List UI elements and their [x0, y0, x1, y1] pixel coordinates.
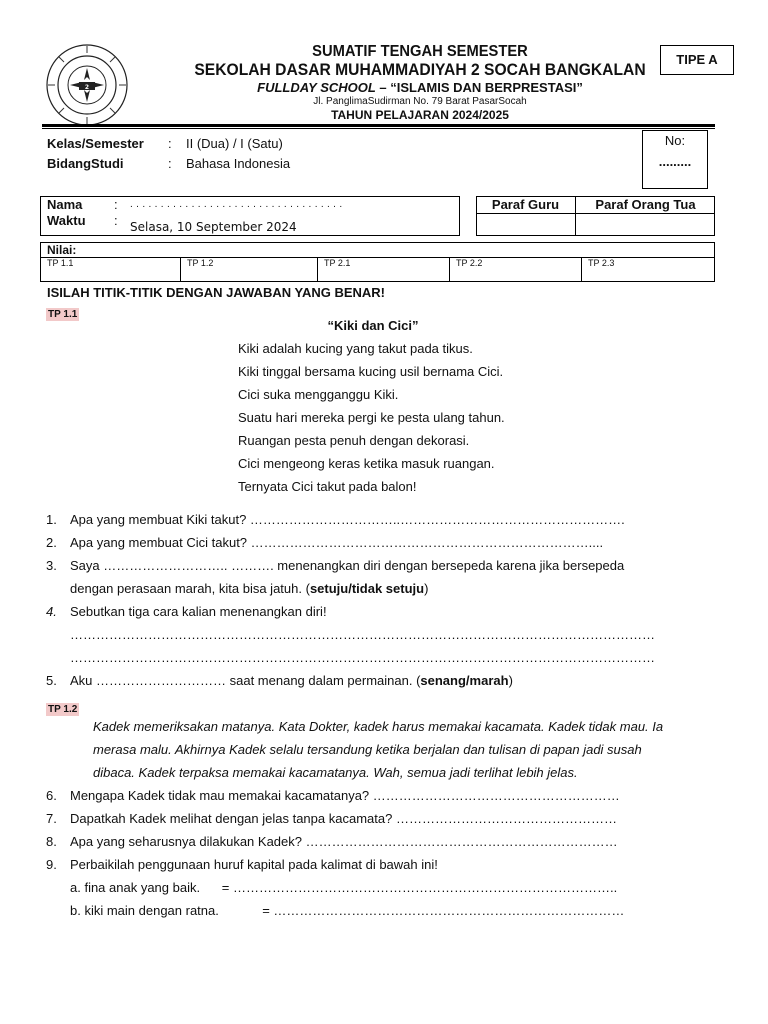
question-number: 3.: [46, 558, 57, 573]
question-number: 2.: [46, 535, 57, 550]
question-text-cont: [70, 581, 428, 596]
exam-title: SUMATIF TENGAH SEMESTER: [312, 43, 528, 60]
waktu-colon: :: [114, 213, 118, 228]
header-divider: [42, 124, 715, 127]
question-text: Apa yang seharusnya dilakukan Kadek? ………………………………………………………………: [70, 834, 618, 849]
question-text: [70, 673, 513, 688]
q3-close: ): [424, 581, 429, 596]
svg-text:2: 2: [84, 84, 90, 91]
nilai-col-sep: [180, 257, 181, 282]
bidang-label: BidangStudi: [47, 156, 124, 171]
question-text: Saya ……………………….. ………. menenangkan diri dengan bersepeda karena jika bersepeda: [70, 558, 625, 573]
nama-field[interactable]: . . . . . . . . . . . . . . . . . . . . . . . . . . . . . . . . . . .: [130, 199, 343, 210]
question-text: Dapatkah Kadek melihat dengan jelas tanpa kacamata? ……………………………………………: [70, 811, 617, 826]
bidang-colon: :: [168, 156, 172, 171]
instruction-heading: ISILAH TITIK-TITIK DENGAN JAWABAN YANG BENAR!: [47, 285, 386, 300]
bidang-value: Bahasa Indonesia: [186, 156, 291, 171]
nilai-col-tp21[interactable]: TP 2.1: [324, 258, 351, 268]
question-6[interactable]: [0, 788, 768, 808]
tp11-tag: TP 1.1: [48, 309, 78, 320]
q9-item-a: a. fina anak yang baik. = ……………………………………………………………………………..: [70, 880, 618, 895]
question-text: Apa yang membuat Cici takut? ……………………………………………………………………....: [70, 535, 604, 550]
school-tagline: [80, 80, 760, 95]
question-number: 6.: [46, 788, 57, 803]
answer-line: ………………………………………………………………………………………………………………………: [70, 627, 655, 642]
question-number: 7.: [46, 811, 57, 826]
kelas-label: Kelas/Semester: [47, 136, 144, 151]
question-text: Sebutkan tiga cara kalian menenangkan diri!: [70, 604, 327, 619]
tagline-italic: FULLDAY SCHOOL: [257, 80, 376, 95]
question-5[interactable]: [0, 673, 768, 693]
nama-colon: :: [114, 197, 118, 212]
kelas-colon: :: [168, 136, 172, 151]
nilai-col-tp23[interactable]: TP 2.3: [588, 258, 615, 268]
answer-line: ………………………………………………………………………………………………………………………: [70, 650, 655, 665]
poem-line: Kiki tinggal bersama kucing usil bernama Cici.: [238, 364, 504, 379]
q5-text: Aku ………………………… saat menang dalam permainan. (: [70, 673, 421, 688]
question-number: 8.: [46, 834, 57, 849]
q5-options: senang/marah: [420, 673, 509, 688]
number-label: No:: [664, 133, 686, 148]
question-number: 5.: [46, 673, 57, 688]
paraf-guru-label: Paraf Guru: [491, 197, 560, 212]
school-name: SEKOLAH DASAR MUHAMMADIYAH 2 SOCAH BANGKALAN: [194, 60, 646, 79]
nilai-col-sep: [317, 257, 318, 282]
q9-item-b: b. kiki main dengan ratna. = ………………………………………………………………………: [70, 903, 625, 918]
waktu-value: Selasa, 10 September 2024: [130, 220, 297, 234]
nilai-col-sep: [449, 257, 450, 282]
number-box[interactable]: [642, 130, 708, 189]
kelas-value: II (Dua) / I (Satu): [186, 136, 283, 151]
story-line: merasa malu. Akhirnya Kadek selalu tersandung ketika berjalan dan tulisan di papan jadi susah: [93, 742, 642, 757]
question-text: Mengapa Kadek tidak mau memakai kacamatanya? …………………………………………………: [70, 788, 620, 803]
school-address: Jl. PanglimaSudirman No. 79 Barat PasarSocah: [313, 96, 527, 107]
nilai-col-sep: [581, 257, 582, 282]
tp11-tag-wrap: [46, 304, 79, 322]
paraf-ortu-label: Paraf Orang Tua: [595, 197, 696, 212]
nilai-col-tp22[interactable]: TP 2.2: [456, 258, 483, 268]
nilai-col-tp12[interactable]: TP 1.2: [187, 258, 214, 268]
question-9[interactable]: [0, 857, 768, 923]
poem-line: Ternyata Cici takut pada balon!: [238, 479, 417, 494]
poem-line: Suatu hari mereka pergi ke pesta ulang tahun.: [238, 410, 505, 425]
nilai-label: Nilai:: [47, 243, 77, 257]
academic-year: TAHUN PELAJARAN 2024/2025: [331, 108, 509, 122]
question-4[interactable]: [0, 604, 768, 666]
paraf-ortu-field[interactable]: [577, 214, 714, 235]
nama-label: Nama: [47, 197, 83, 212]
question-3[interactable]: [0, 558, 768, 600]
poem-line: Kiki adalah kucing yang takut pada tikus.: [238, 341, 473, 356]
question-1[interactable]: [0, 512, 768, 532]
tp12-tag: TP 1.2: [48, 704, 78, 715]
poem-title: “Kiki dan Cici”: [327, 318, 419, 333]
tagline-rest: – “ISLAMIS DAN BERPRESTASI”: [375, 80, 583, 95]
q3-options: setuju/tidak setuju: [309, 581, 425, 596]
question-text: Apa yang membuat Kiki takut? ……………………………..…………………………………………….: [70, 512, 625, 527]
poem-line: Cici suka mengganggu Kiki.: [238, 387, 399, 402]
story-line: Kadek memeriksakan matanya. Kata Dokter, kadek harus memakai kacamata. Kadek tidak mau. Ia: [93, 719, 664, 734]
tp12-tag-wrap: [46, 699, 79, 717]
header-divider-thin: [42, 128, 715, 129]
question-2[interactable]: [0, 535, 768, 555]
tipe-badge: TIPE A: [660, 45, 734, 75]
q3-text: dengan perasaan marah, kita bisa jatuh. (: [70, 581, 310, 596]
paraf-guru-field[interactable]: [477, 214, 574, 235]
question-number: 9.: [46, 857, 57, 872]
question-number: 4.: [46, 604, 57, 619]
number-value: .........: [658, 154, 692, 169]
question-8[interactable]: [0, 834, 768, 854]
question-text: Perbaikilah penggunaan huruf kapital pada kalimat di bawah ini!: [70, 857, 438, 872]
question-number: 1.: [46, 512, 57, 527]
waktu-label: Waktu: [47, 213, 86, 228]
question-7[interactable]: [0, 811, 768, 831]
nilai-col-tp11[interactable]: TP 1.1: [47, 258, 74, 268]
poem-line: Ruangan pesta penuh dengan dekorasi.: [238, 433, 470, 448]
story-line: dibaca. Kadek terpaksa memakai kacamatanya. Wah, semua jadi terlihat lebih jelas.: [93, 765, 578, 780]
poem-line: Cici mengeong keras ketika masuk ruangan.: [238, 456, 495, 471]
q5-close: ): [508, 673, 513, 688]
